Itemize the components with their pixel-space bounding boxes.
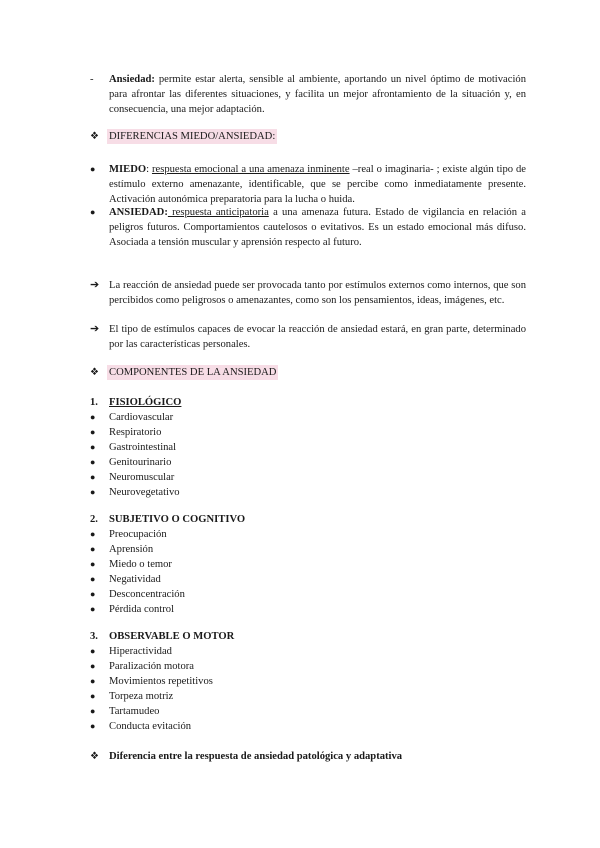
ansiedad-underlined: respuesta anticipatoria (167, 207, 269, 218)
list-item: ● Movimientos repetitivos (90, 676, 213, 687)
bullet-icon: ● (90, 691, 96, 701)
list-item: ● Genitourinario (90, 457, 172, 468)
bullet-icon: ● (90, 604, 96, 614)
list-item: ● Aprensión (90, 544, 154, 555)
bullet-icon: ● (90, 559, 96, 569)
ansiedad-contrast (109, 205, 526, 250)
diamond-icon: ❖ (90, 367, 99, 378)
bullet-icon: ● (90, 412, 96, 422)
miedo-definition: MIEDO: respuesta emocional a una amenaza inminente –real o imaginaria- ; existe algún tipo de estímulo externo amenazante, identificable, que se percibe como inmediatamente presente. Activación autonómica preparatoria para la lucha o huida. (109, 164, 526, 205)
section-diferencias-title: DIFERENCIAS MIEDO/ANSIEDAD: (109, 131, 276, 142)
list-item: ● Paralización motora (90, 661, 195, 672)
componente-list (90, 644, 526, 734)
bullet-icon: ● (90, 646, 96, 656)
bullet-icon: ● (90, 721, 96, 731)
list-item: ● Negatividad (90, 574, 161, 585)
ansiedad-definition-text: permite estar alerta, sensible al ambiente, aportando un nivel óptimo de motivación para afrontar las diferentes situaciones, y facilita un mejor afrontamiento de la situación y, en consecuencia, una mejor adaptación. (109, 74, 526, 115)
componente-heading: 1. FISIOLÓGICO (90, 397, 182, 408)
bullet-icon: ● (90, 487, 96, 497)
bullet-icon: ● (90, 472, 96, 482)
list-item: ● Conducta evitación (90, 721, 192, 732)
arrow-item-text: La reacción de ansiedad puede ser provocada tanto por estímulos externos como internos, que son percibidos como peligrosos o amenazantes, como son los pensamientos, ideas, imágenes, etc. (109, 280, 526, 306)
arrow-icon: ➔ (90, 279, 100, 291)
list-item: ● Preocupación (90, 529, 167, 540)
list-item: ● Neurovegetativo (90, 487, 180, 498)
section-diferencia-patologica-title: Diferencia entre la respuesta de ansiedad patológica y adaptativa (109, 751, 403, 762)
list-item: ● Desconcentración (90, 589, 185, 600)
bullet-icon: ● (90, 544, 96, 554)
arrow-item-text: El tipo de estímulos capaces de evocar la reacción de ansiedad estará, en gran parte, determinado por las características personales. (109, 324, 526, 350)
ansiedad-contrast-text: a una amenaza futura. Estado de vigilancia en relación a peligros futuros. Comportamientos cautelosos o evitativos. Es un estado emocional más difuso. Asociada a tensión muscular y aprensión respecto al futuro. (109, 207, 527, 248)
bullet-icon: ● (90, 457, 96, 467)
bullet-icon: ● (90, 574, 96, 584)
section-componentes-title: COMPONENTES DE LA ANSIEDAD (109, 367, 277, 378)
list-item: ● Respiratorio (90, 427, 162, 438)
componente-list (90, 527, 526, 617)
list-item: ● Cardiovascular (90, 412, 174, 423)
list-item: ● Torpeza motriz (90, 691, 174, 702)
ansiedad-term: Ansiedad: (109, 74, 155, 85)
bullet-icon: ● (90, 589, 96, 599)
bullet-icon: ● (90, 529, 96, 539)
dash-marker: - (90, 74, 94, 85)
bullet-icon: ● (90, 207, 96, 217)
miedo-term: MIEDO (109, 164, 147, 175)
componente-title: FISIOLÓGICO (109, 397, 182, 408)
bullet-icon: ● (90, 427, 96, 437)
bullet-icon: ● (90, 661, 96, 671)
ansiedad-definition (109, 72, 526, 117)
list-item: ● Hiperactividad (90, 646, 172, 657)
bullet-icon: ● (90, 164, 96, 174)
list-item: ● Tartamudeo (90, 706, 160, 717)
bullet-icon: ● (90, 676, 96, 686)
componente-list (90, 410, 526, 500)
componente-heading: 2. SUBJETIVO O COGNITIVO (90, 514, 246, 525)
bullet-icon: ● (90, 706, 96, 716)
diamond-icon: ❖ (90, 751, 99, 762)
list-item: ● Pérdida control (90, 604, 175, 615)
componente-heading: 3. OBSERVABLE O MOTOR (90, 631, 235, 642)
list-item: ● Gastrointestinal (90, 442, 177, 453)
ansiedad-contrast-term: ANSIEDAD: (109, 207, 168, 218)
componente-title: OBSERVABLE O MOTOR (109, 631, 235, 642)
bullet-icon: ● (90, 442, 96, 452)
miedo-text: –real o imaginaria- ; existe algún tipo de estímulo externo amenazante, identificable, que se percibe como inmediatamente presente. Activación autonómica preparatoria para la lucha o huida. (109, 164, 526, 205)
arrow-icon: ➔ (90, 323, 100, 335)
diamond-icon: ❖ (90, 131, 99, 142)
componente-title: SUBJETIVO O COGNITIVO (109, 514, 246, 525)
list-item: ● Neuromuscular (90, 472, 175, 483)
list-item: ● Miedo o temor (90, 559, 172, 570)
miedo-underlined: respuesta emocional a una amenaza inminente (151, 164, 350, 175)
